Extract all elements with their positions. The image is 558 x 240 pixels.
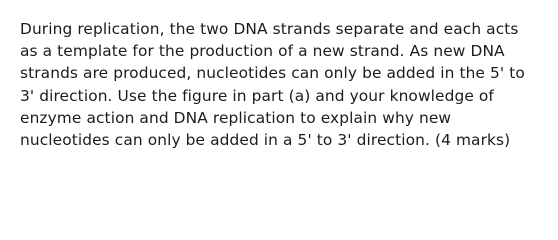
question-line-2: as a template for the production of a new strand. As new DNA	[20, 42, 505, 61]
question-line-5: enzyme action and DNA replication to explain why new	[20, 108, 452, 127]
question-line-4: 3' direction. Use the figure in part (a) and your knowledge of	[20, 86, 494, 105]
question-line-6: nucleotides can only be added in a 5' to 3' direction. (4 marks)	[20, 131, 511, 150]
question-block	[20, 18, 550, 151]
question-text	[20, 18, 550, 151]
question-line-1: During replication, the two DNA strands separate and each acts	[20, 20, 519, 38]
question-line-3: strands are produced, nucleotides can only be added in the 5' to	[20, 64, 525, 83]
